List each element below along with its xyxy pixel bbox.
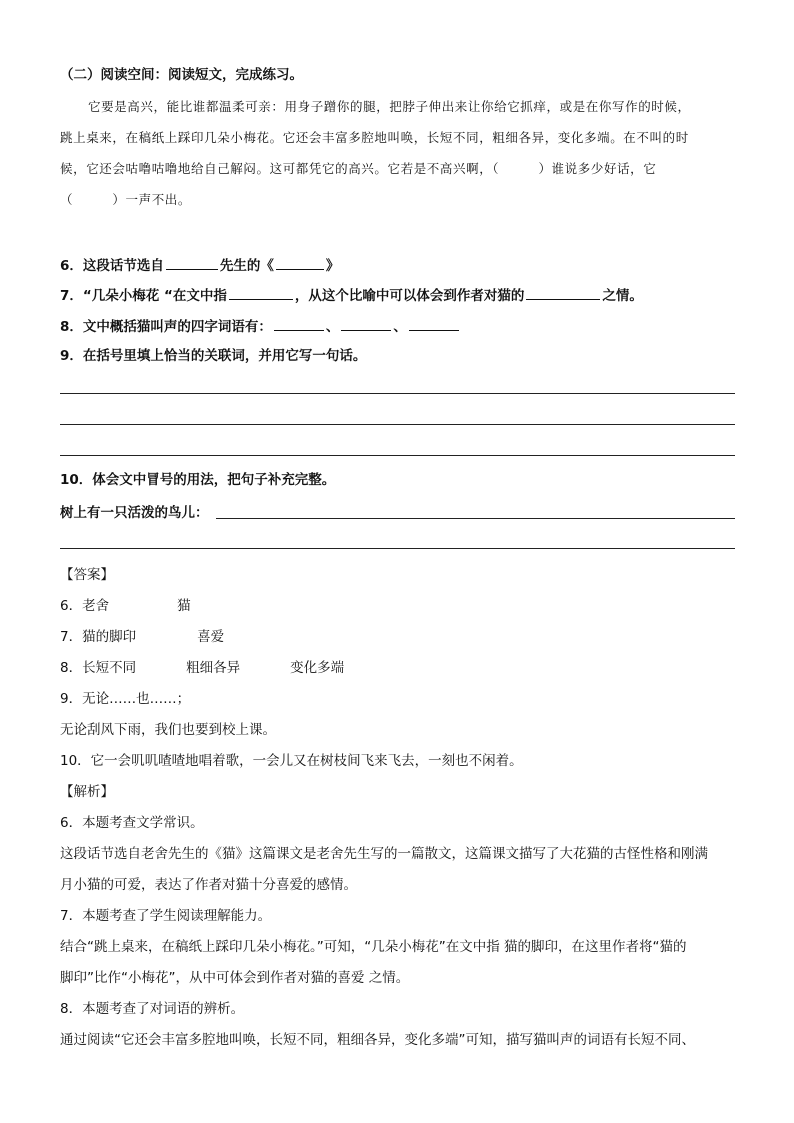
analysis-6-line-3: 月小猫的可爱，表达了作者对猫十分喜爱的感情。 [60,877,357,893]
answer-line-1[interactable] [60,393,735,394]
question-8 [60,316,461,337]
passage-line-2: 跳上桌来，在稿纸上踩印几朵小梅花。它还会丰富多腔地叫唤，长短不同，粗细各异，变化多端。在不叫的时 [60,130,689,145]
q6-text-c: 》 [325,258,340,274]
q7-text-a: 7．“几朵小梅花 “在文中指 [60,288,227,304]
q6-author-blank[interactable] [166,255,218,270]
q7-meaning-blank[interactable] [229,285,293,300]
answer-line-2[interactable] [60,424,735,425]
question-10: 10．体会文中冒号的用法，把句子补充完整。 [60,472,336,488]
answer-heading: 【答案】 [60,567,114,583]
answer-8-part-3: 变化多端 [290,660,345,676]
answer-7 [60,627,224,647]
analysis-7-line-2: 结合“跳上桌来，在稿纸上踩印几朵小梅花。”可知，“几朵小梅花”在文中指 猫的脚印，在这里作者将“猫的 [60,939,687,955]
answer-8 [60,658,344,678]
analysis-8-line-2: 通过阅读“它还会丰富多腔地叫唤，长短不同，粗细各异，变化多端”可知，描写猫叫声的词语有长短不同、 [60,1032,695,1048]
answer-7-part-1: 7．猫的脚印 [60,629,137,645]
analysis-8-line-1: 8．本题考查了对词语的辨析。 [60,1001,245,1017]
answer-6-part-1: 6．老舍 [60,598,110,614]
answer-8-part-2: 粗细各异 [186,660,241,676]
q8-blank-3[interactable] [409,316,459,331]
passage-line-1: 它要是高兴，能比谁都温柔可亲：用身子蹭你的腿，把脖子伸出来让你给它抓痒，或是在你写作的时候， [88,99,691,114]
section-heading: （二）阅读空间：阅读短文，完成练习。 [60,67,303,83]
analysis-6-line-2: 这段话节选自老舍先生的《猫》这篇课文是老舍先生写的一篇散文，这篇课文描写了大花猫的古怪性格和刚满 [60,846,708,862]
passage-line-4: （ ）一声不出。 [60,192,192,207]
answer-9-line-1: 9．无论……也……； [60,691,191,707]
q6-text-b: 先生的《 [219,258,274,274]
q8-text: 8．文中概括猫叫声的四字词语有： [60,319,272,335]
answer-8-part-1: 8．长短不同 [60,660,137,676]
question-10-prompt: 树上有一只活泼的鸟儿： [60,505,209,521]
q10-answer-line-1[interactable] [216,518,735,519]
q8-separator-1: 、 [325,319,340,335]
q7-feeling-blank[interactable] [526,285,600,300]
question-9: 9．在括号里填上恰当的关联词，并用它写一句话。 [60,348,367,364]
q8-blank-1[interactable] [274,316,324,331]
analysis-7-line-3: 脚印”比作“小梅花”，从中可体会到作者对猫的喜爱 之情。 [60,970,410,986]
answer-7-part-2: 喜爱 [197,629,225,645]
q7-text-c: 之情。 [602,288,643,304]
question-7 [60,285,643,306]
analysis-6-line-1: 6．本题考查文学常识。 [60,815,204,831]
q7-text-b: ，从这个比喻中可以体会到作者对猫的 [294,288,525,304]
question-6 [60,255,339,276]
answer-line-3[interactable] [60,455,735,456]
q10-answer-line-2[interactable] [60,548,735,549]
q6-title-blank[interactable] [276,255,324,270]
passage-line-3: 候，它还会咕噜咕噜地给自己解闷。这可都凭它的高兴。它若是不高兴啊，（ ）谁说多少好话，它 [60,161,657,176]
analysis-heading: 【解析】 [60,784,114,800]
answer-10: 10．它一会叽叽喳喳地唱着歌，一会儿又在树枝间飞来飞去，一刻也不闲着。 [60,753,523,769]
analysis-7-line-1: 7．本题考查了学生阅读理解能力。 [60,908,272,924]
answer-6 [60,596,191,616]
answer-9-line-2: 无论刮风下雨，我们也要到校上课。 [60,722,276,738]
q8-separator-2: 、 [393,319,407,335]
answer-6-part-2: 猫 [177,598,191,614]
q8-blank-2[interactable] [341,316,391,331]
q6-text-a: 6．这段话节选自 [60,258,164,274]
